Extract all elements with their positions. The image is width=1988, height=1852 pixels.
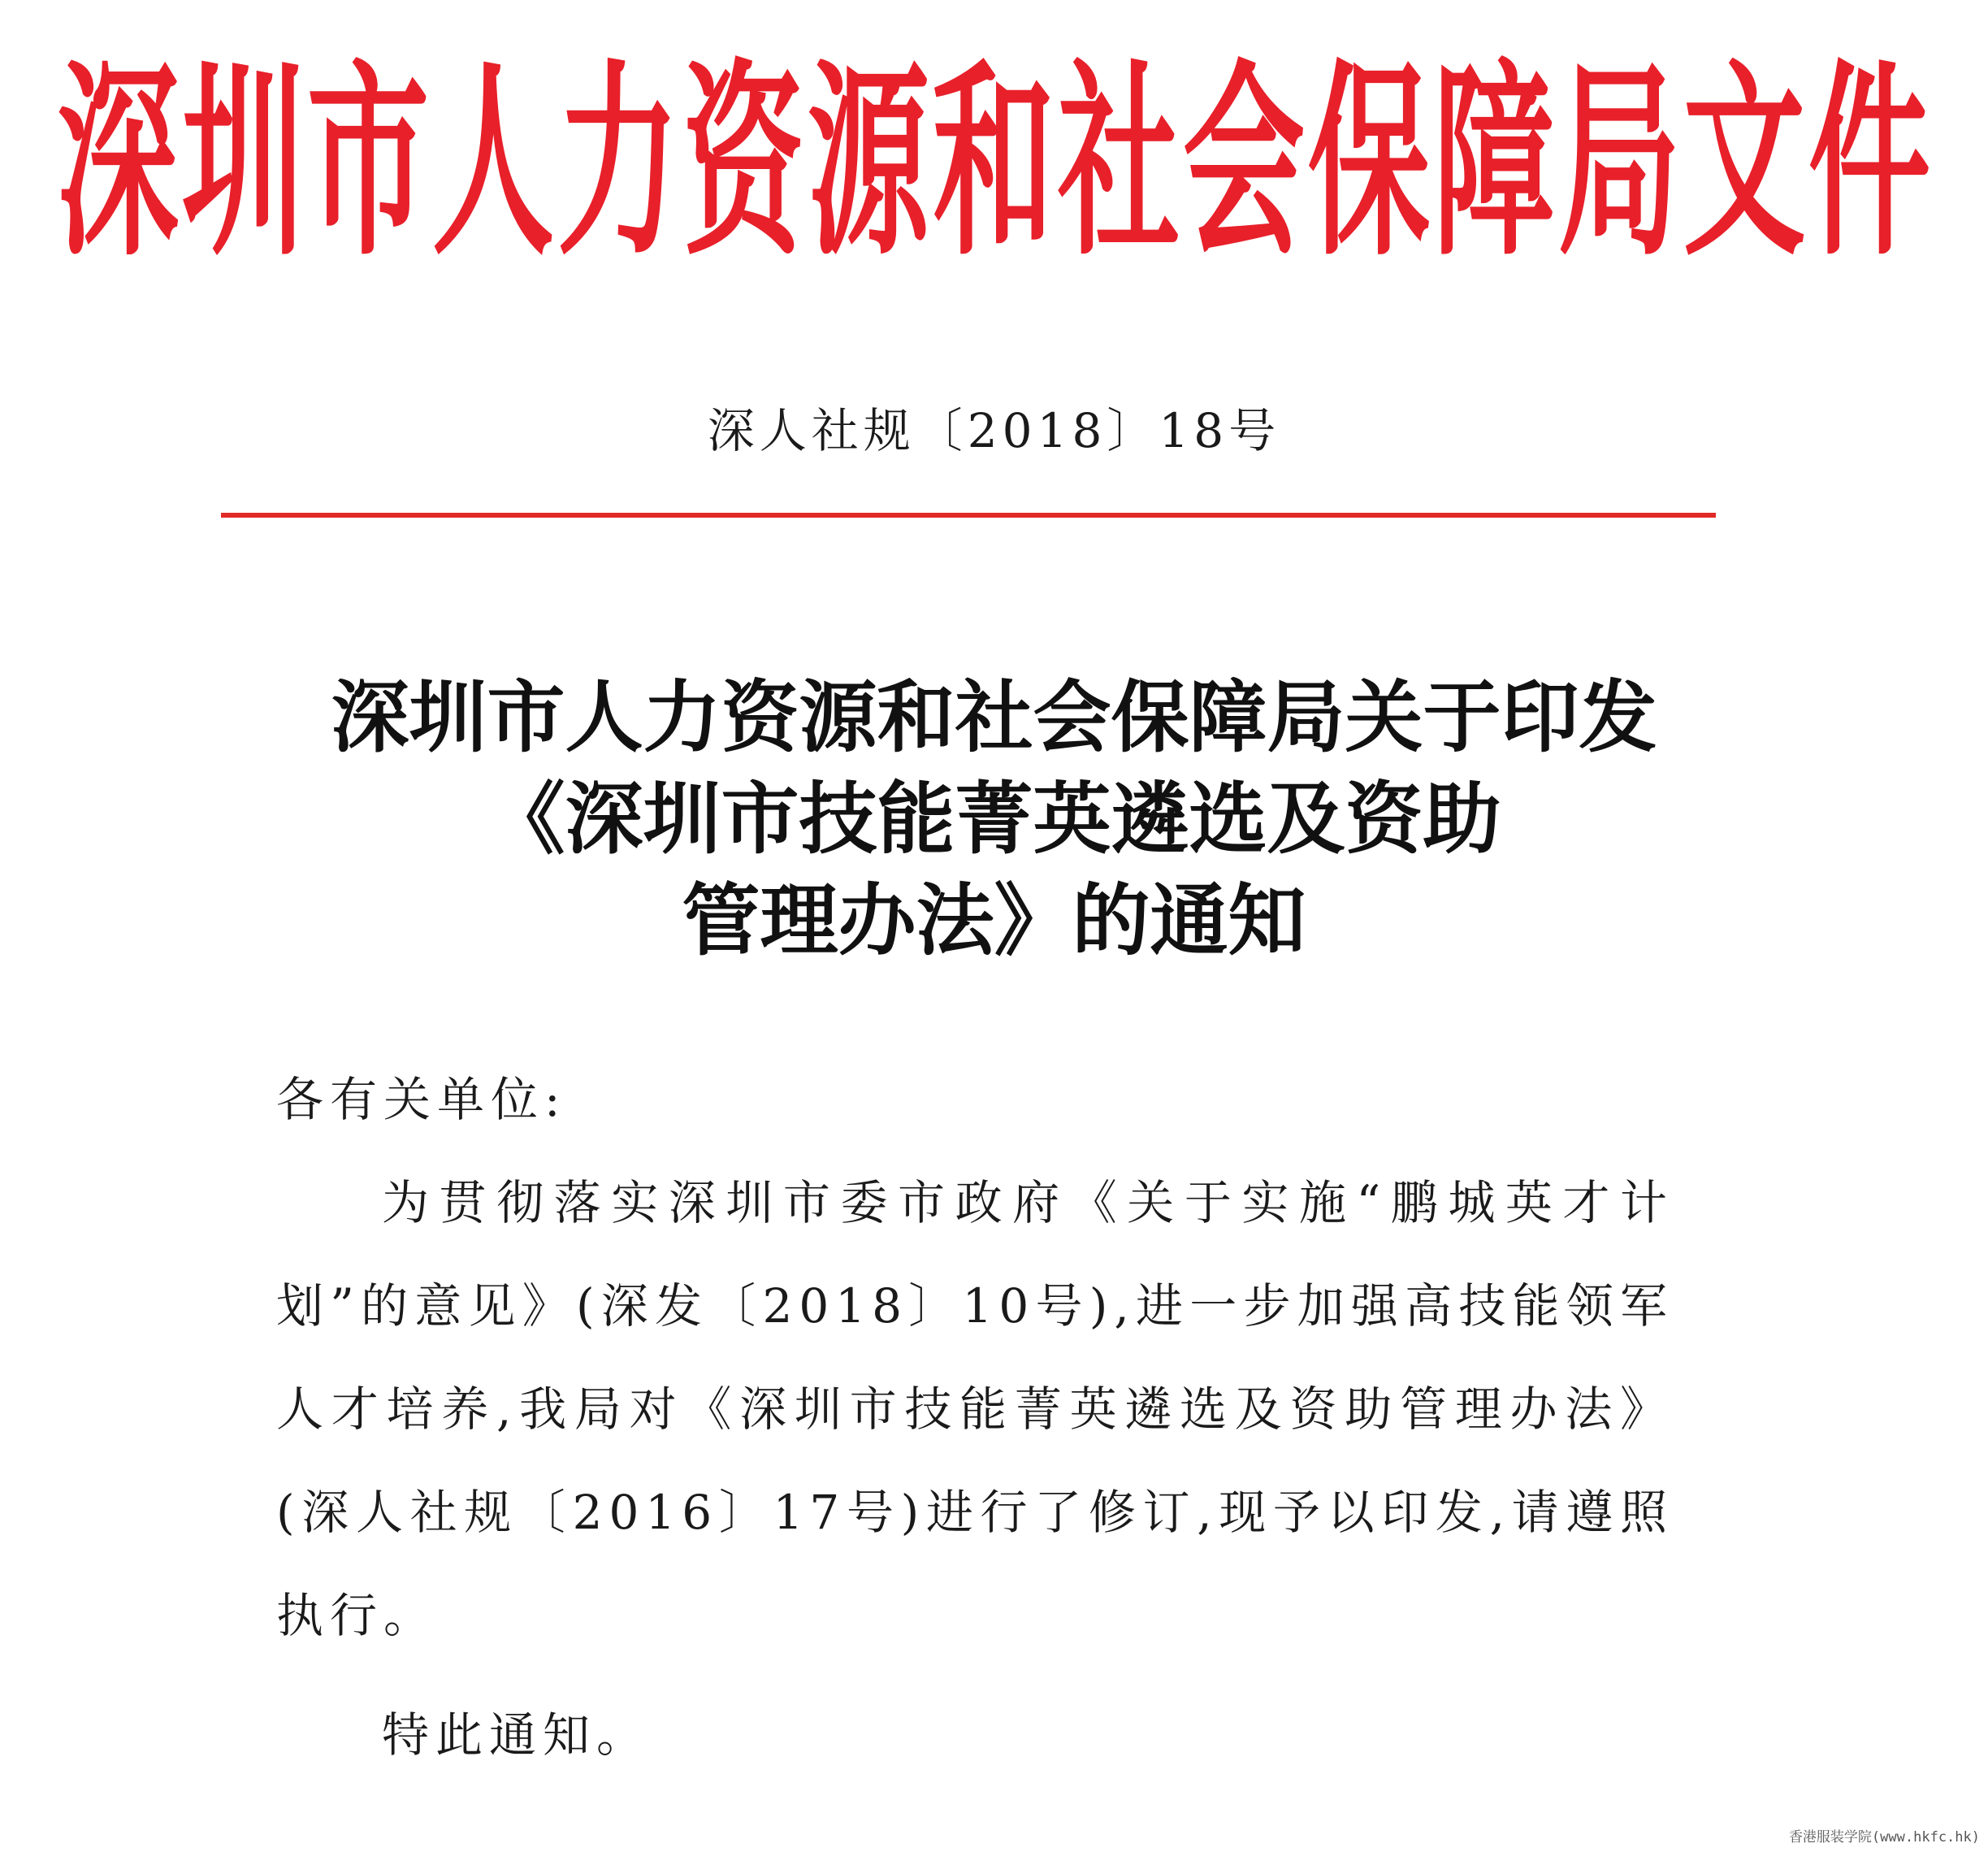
watermark: 香港服装学院(www.hkfc.hk) (1788, 1829, 1980, 1845)
document-number: 深人社规〔2018〕18号 (707, 403, 1281, 458)
masthead (57, 41, 1934, 284)
body-paragraph: 为贯彻落实深圳市委市政府《关于实施“鹏城英才计划”的意见》(深发〔2018〕10号),进一步加强高技能领军人才培养,我局对《深圳市技能菁英遴选及资助管理办法》(深人社规〔2016〕17号)进行了修订,现予以印发,请遵照执行。 (276, 1175, 1674, 1643)
title-line: 《深圳市技能菁英遴选及资助 (487, 773, 1501, 865)
masthead-title: 深圳市人力资源和社会保障局文件 (57, 41, 1934, 284)
closing-line: 特此通知。 (382, 1707, 651, 1763)
red-divider-line (221, 513, 1716, 518)
document-body (276, 1048, 1674, 1787)
title-line: 管理办法》的通知 (682, 874, 1306, 966)
document-title (0, 666, 1988, 971)
title-line: 深圳市人力资源和社会保障局关于印发 (331, 671, 1657, 763)
salutation: 各有关单位: (276, 1072, 567, 1127)
